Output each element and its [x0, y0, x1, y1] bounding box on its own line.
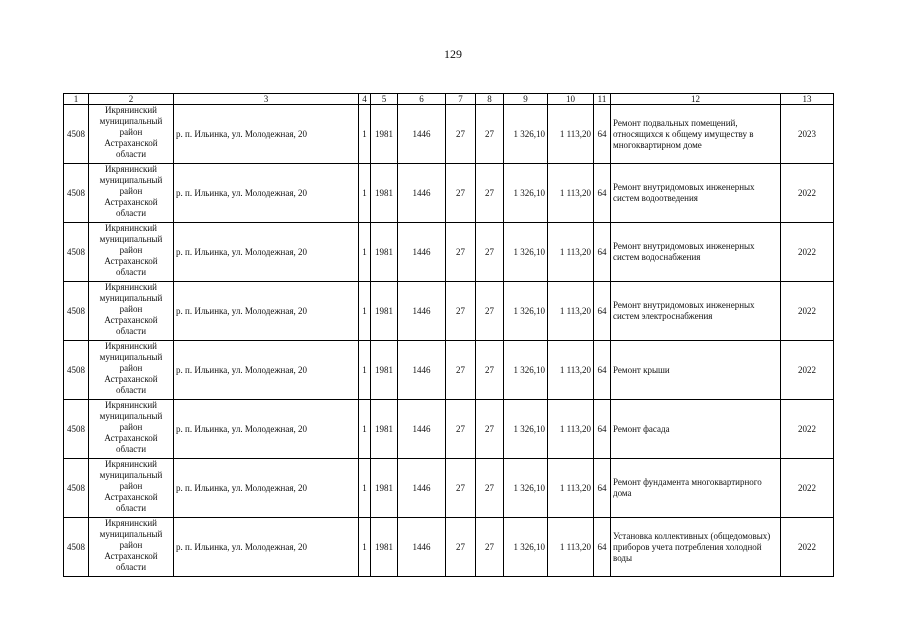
residents-cell: 64 [594, 105, 611, 164]
area-living-cell: 1 113,20 [548, 341, 594, 400]
district-cell [89, 518, 174, 577]
code-cell: 4508 [64, 105, 89, 164]
work-type-cell: Ремонт внутридомовых инженерных систем электроснабжения [611, 282, 781, 341]
column-header: 3 [174, 94, 359, 105]
area-total-cell: 1 326,10 [504, 164, 548, 223]
district-line: области [115, 208, 147, 218]
area-living-cell: 1 113,20 [548, 400, 594, 459]
residents-cell: 64 [594, 164, 611, 223]
col7-cell: 27 [446, 105, 476, 164]
district-line: район [119, 422, 143, 432]
area-total-cell: 1 326,10 [504, 459, 548, 518]
address-cell: р. п. Ильинка, ул. Молодежная, 20 [174, 164, 359, 223]
district-line: район [119, 127, 143, 137]
table-body [64, 105, 834, 577]
district-line: Икрянинский [105, 105, 157, 115]
district-line: Астраханской [104, 315, 158, 325]
work-type-cell: Ремонт внутридомовых инженерных систем водоснабжения [611, 223, 781, 282]
residents-cell: 64 [594, 459, 611, 518]
work-type-cell: Ремонт подвальных помещений, относящихся к общему имуществу в многоквартирном доме [611, 105, 781, 164]
code-cell: 4508 [64, 223, 89, 282]
col8-cell: 27 [476, 164, 504, 223]
address-cell: р. п. Ильинка, ул. Молодежная, 20 [174, 459, 359, 518]
col8-cell: 27 [476, 459, 504, 518]
col4-cell: 1 [359, 459, 371, 518]
column-header: 13 [781, 94, 834, 105]
col4-cell: 1 [359, 105, 371, 164]
district-line: области [115, 444, 147, 454]
district-line: муниципальный [99, 529, 163, 539]
repair-plan-table [63, 93, 834, 577]
year-built-cell: 1981 [371, 518, 398, 577]
col4-cell: 1 [359, 518, 371, 577]
district-cell [89, 282, 174, 341]
col7-cell: 27 [446, 459, 476, 518]
table-row [64, 223, 834, 282]
column-header: 9 [504, 94, 548, 105]
work-type-cell: Установка коллективных (общедомовых) приборов учета потребления холодной воды [611, 518, 781, 577]
table-row [64, 341, 834, 400]
area-living-cell: 1 113,20 [548, 223, 594, 282]
plan-year-cell: 2022 [781, 223, 834, 282]
table-row [64, 518, 834, 577]
district-line: Астраханской [104, 433, 158, 443]
work-type-cell: Ремонт фасада [611, 400, 781, 459]
district-line: области [115, 326, 147, 336]
district-line: Икрянинский [105, 518, 157, 528]
plan-year-cell: 2023 [781, 105, 834, 164]
district-line: области [115, 562, 147, 572]
code-cell: 4508 [64, 400, 89, 459]
district-line: Астраханской [104, 256, 158, 266]
residents-cell: 64 [594, 341, 611, 400]
district-line: муниципальный [99, 470, 163, 480]
column-header: 11 [594, 94, 611, 105]
column-header: 8 [476, 94, 504, 105]
plan-year-cell: 2022 [781, 164, 834, 223]
code-cell: 4508 [64, 164, 89, 223]
district-line: муниципальный [99, 116, 163, 126]
district-line: муниципальный [99, 411, 163, 421]
year-built-cell: 1981 [371, 341, 398, 400]
district-line: муниципальный [99, 234, 163, 244]
area-living-cell: 1 113,20 [548, 282, 594, 341]
district-cell [89, 400, 174, 459]
col7-cell: 27 [446, 164, 476, 223]
col6-cell: 1446 [398, 282, 446, 341]
district-line: области [115, 503, 147, 513]
plan-year-cell: 2022 [781, 518, 834, 577]
code-cell: 4508 [64, 518, 89, 577]
district-line: район [119, 540, 143, 550]
district-line: район [119, 186, 143, 196]
district-line: муниципальный [99, 175, 163, 185]
column-header: 10 [548, 94, 594, 105]
district-line: район [119, 245, 143, 255]
col4-cell: 1 [359, 223, 371, 282]
table-row [64, 105, 834, 164]
table-row [64, 282, 834, 341]
col4-cell: 1 [359, 282, 371, 341]
district-line: Икрянинский [105, 459, 157, 469]
district-line: Астраханской [104, 138, 158, 148]
area-total-cell: 1 326,10 [504, 223, 548, 282]
area-living-cell: 1 113,20 [548, 164, 594, 223]
work-type-cell: Ремонт крыши [611, 341, 781, 400]
area-total-cell: 1 326,10 [504, 518, 548, 577]
plan-year-cell: 2022 [781, 400, 834, 459]
district-line: Икрянинский [105, 282, 157, 292]
col4-cell: 1 [359, 164, 371, 223]
column-header: 6 [398, 94, 446, 105]
col4-cell: 1 [359, 400, 371, 459]
district-line: Икрянинский [105, 400, 157, 410]
district-line: Икрянинский [105, 164, 157, 174]
col8-cell: 27 [476, 223, 504, 282]
col8-cell: 27 [476, 341, 504, 400]
table-row [64, 164, 834, 223]
col6-cell: 1446 [398, 518, 446, 577]
district-line: Астраханской [104, 551, 158, 561]
table-row [64, 400, 834, 459]
residents-cell: 64 [594, 223, 611, 282]
residents-cell: 64 [594, 400, 611, 459]
col7-cell: 27 [446, 400, 476, 459]
district-line: муниципальный [99, 352, 163, 362]
col6-cell: 1446 [398, 400, 446, 459]
plan-year-cell: 2022 [781, 341, 834, 400]
plan-year-cell: 2022 [781, 459, 834, 518]
district-line: район [119, 363, 143, 373]
district-cell [89, 223, 174, 282]
district-line: Икрянинский [105, 223, 157, 233]
col7-cell: 27 [446, 282, 476, 341]
address-cell: р. п. Ильинка, ул. Молодежная, 20 [174, 400, 359, 459]
column-header: 1 [64, 94, 89, 105]
district-cell [89, 164, 174, 223]
col6-cell: 1446 [398, 164, 446, 223]
year-built-cell: 1981 [371, 105, 398, 164]
col8-cell: 27 [476, 282, 504, 341]
area-total-cell: 1 326,10 [504, 105, 548, 164]
col6-cell: 1446 [398, 341, 446, 400]
work-type-cell: Ремонт фундамента многоквартирного дома [611, 459, 781, 518]
area-living-cell: 1 113,20 [548, 105, 594, 164]
column-header: 5 [371, 94, 398, 105]
address-cell: р. п. Ильинка, ул. Молодежная, 20 [174, 341, 359, 400]
col6-cell: 1446 [398, 105, 446, 164]
column-header: 4 [359, 94, 371, 105]
address-cell: р. п. Ильинка, ул. Молодежная, 20 [174, 518, 359, 577]
year-built-cell: 1981 [371, 400, 398, 459]
col7-cell: 27 [446, 223, 476, 282]
header-row [64, 94, 834, 105]
col8-cell: 27 [476, 400, 504, 459]
code-cell: 4508 [64, 341, 89, 400]
district-line: Астраханской [104, 492, 158, 502]
district-cell [89, 459, 174, 518]
plan-year-cell: 2022 [781, 282, 834, 341]
col8-cell: 27 [476, 105, 504, 164]
area-living-cell: 1 113,20 [548, 459, 594, 518]
district-line: район [119, 481, 143, 491]
column-header: 12 [611, 94, 781, 105]
district-line: области [115, 385, 147, 395]
year-built-cell: 1981 [371, 164, 398, 223]
page-number: 129 [444, 47, 462, 61]
district-line: муниципальный [99, 293, 163, 303]
area-total-cell: 1 326,10 [504, 400, 548, 459]
work-type-cell: Ремонт внутридомовых инженерных систем водоотведения [611, 164, 781, 223]
district-line: Икрянинский [105, 341, 157, 351]
address-cell: р. п. Ильинка, ул. Молодежная, 20 [174, 223, 359, 282]
year-built-cell: 1981 [371, 282, 398, 341]
address-cell: р. п. Ильинка, ул. Молодежная, 20 [174, 282, 359, 341]
residents-cell: 64 [594, 282, 611, 341]
district-line: район [119, 304, 143, 314]
district-cell [89, 341, 174, 400]
district-line: Астраханской [104, 374, 158, 384]
year-built-cell: 1981 [371, 223, 398, 282]
column-header: 7 [446, 94, 476, 105]
area-total-cell: 1 326,10 [504, 341, 548, 400]
code-cell: 4508 [64, 459, 89, 518]
area-total-cell: 1 326,10 [504, 282, 548, 341]
col7-cell: 27 [446, 518, 476, 577]
area-living-cell: 1 113,20 [548, 518, 594, 577]
col4-cell: 1 [359, 341, 371, 400]
residents-cell: 64 [594, 518, 611, 577]
table-row [64, 459, 834, 518]
column-header: 2 [89, 94, 174, 105]
district-cell [89, 105, 174, 164]
col8-cell: 27 [476, 518, 504, 577]
col6-cell: 1446 [398, 459, 446, 518]
col6-cell: 1446 [398, 223, 446, 282]
col7-cell: 27 [446, 341, 476, 400]
year-built-cell: 1981 [371, 459, 398, 518]
district-line: области [115, 267, 147, 277]
district-line: Астраханской [104, 197, 158, 207]
address-cell: р. п. Ильинка, ул. Молодежная, 20 [174, 105, 359, 164]
district-line: области [115, 149, 147, 159]
code-cell: 4508 [64, 282, 89, 341]
